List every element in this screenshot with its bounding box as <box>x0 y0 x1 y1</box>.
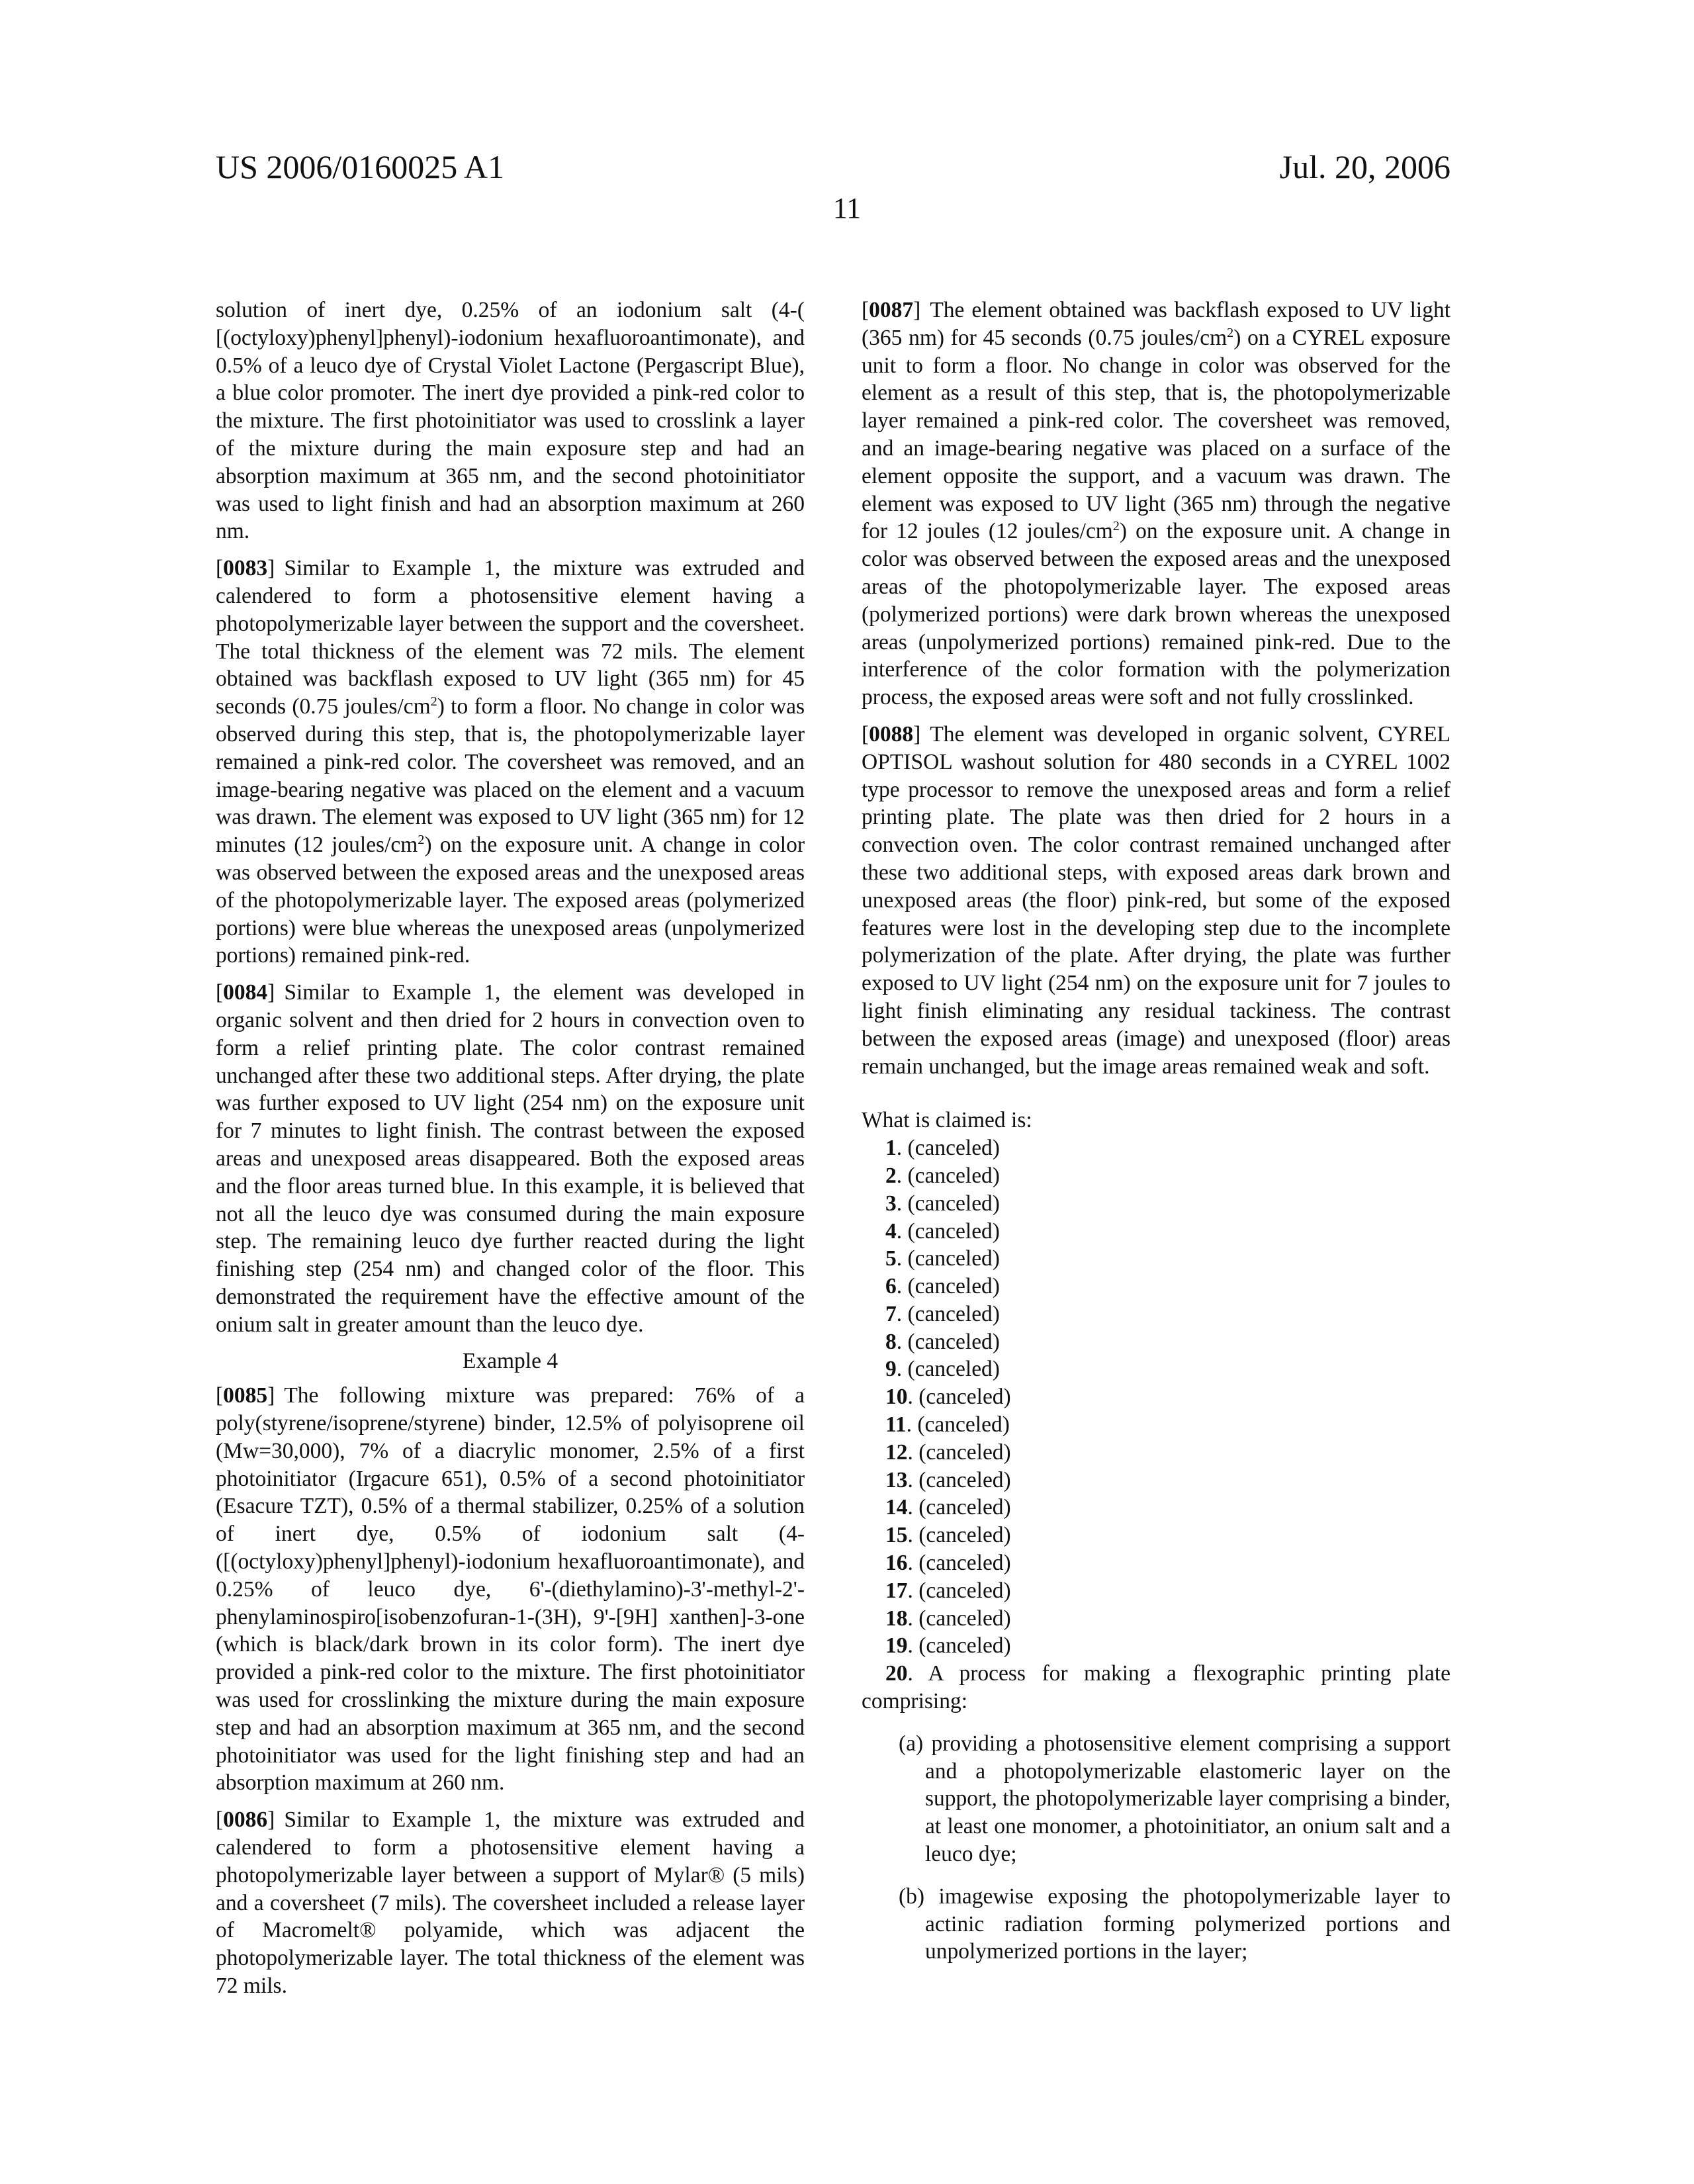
claim-item <box>862 1355 1450 1383</box>
claim-number: 9 <box>885 1357 897 1382</box>
claim-number: 3 <box>885 1191 897 1216</box>
paragraph-text: ) to form a floor. No change in color was observed during this step, that is, the photopolymerizable layer remained a pink-red color. The coversheet was removed, and an image-bearing negative was placed on the element and a vacuum was drawn. The element was exposed to UV light (365 nm) for 12 minutes (12 joules/cm <box>216 694 805 858</box>
claim-text: . (canceled) <box>907 1523 1011 1548</box>
claim-text: . (canceled) <box>896 1329 1000 1354</box>
claim-text: . (canceled) <box>896 1163 1000 1188</box>
claim-text: . (canceled) <box>907 1578 1011 1603</box>
paragraph-number: [ 0087 ] <box>862 298 930 322</box>
claim-text: . (canceled) <box>907 1439 1011 1465</box>
claim-number: 8 <box>885 1329 897 1354</box>
claim-item <box>862 1577 1450 1605</box>
claim-number: 18 <box>885 1606 908 1631</box>
paragraph-number: [ 0088 ] <box>862 722 930 747</box>
superscript: 2 <box>1227 325 1234 340</box>
paragraph-text: Similar to Example 1, the mixture was extruded and calendered to form a photosensitive element having a photopolymerizable layer between the support and the coversheet. The total thickness of the element was 72 mils. The element obtained was backflash exposed to UV light (365 nm) for 45 seconds (0.75 joules/cm <box>216 556 805 719</box>
claim-item <box>862 1245 1450 1273</box>
superscript: 2 <box>418 832 425 847</box>
claim-number: 19 <box>885 1633 908 1659</box>
claim-text: . (canceled) <box>896 1301 1000 1326</box>
right-column <box>862 296 1450 1980</box>
superscript: 2 <box>1112 519 1120 534</box>
claim-number: 6 <box>885 1274 897 1299</box>
claim-20 <box>862 1660 1450 1715</box>
paragraph-0087 <box>862 296 1450 711</box>
paragraph-number: [ 0085 ] <box>216 1383 284 1408</box>
claim-number: 17 <box>885 1578 908 1603</box>
superscript: 2 <box>430 694 437 709</box>
claim-number: 14 <box>885 1495 908 1520</box>
claims-list <box>862 1134 1450 1660</box>
continuation-paragraph: solution of inert dye, 0.25% of an iodonium salt (4-( [(octyloxy)phenyl]phenyl)-iodonium hexafluoroantimonate), and 0.5% of a leuco dye of Crystal Violet Lactone (Pergascript Blue), a blue color promoter. The inert dye provided a pink-red color to the mixture. The first photoinitiator was used to crosslink a layer of the mixture during the main exposure step and had an absorption maximum at 365 nm, and the second photoinitiator was used to light finish and had an absorption maximum at 260 nm. <box>216 298 805 544</box>
claim-number: 12 <box>885 1439 908 1465</box>
claim-number: 7 <box>885 1301 897 1326</box>
claim-item <box>862 1494 1450 1522</box>
example-heading: Example 4 <box>462 1349 558 1374</box>
claim-item <box>862 1411 1450 1439</box>
claim-text: . (canceled) <box>907 1551 1011 1576</box>
claim-item <box>862 1134 1450 1162</box>
claim-text: . (canceled) <box>907 1633 1011 1659</box>
claim-item <box>862 1439 1450 1467</box>
page-number: 11 <box>832 192 862 224</box>
claim-text: . (canceled) <box>906 1412 1010 1437</box>
claim-item <box>862 1467 1450 1494</box>
claim-item <box>862 1328 1450 1356</box>
claim-item <box>862 1549 1450 1577</box>
claim-step-b: (b) imagewise exposing the photopolymerizable layer to actinic radiation forming polymerized portions and unpolymerized portions in the layer; <box>899 1884 1450 1964</box>
claim-number: 13 <box>885 1467 908 1492</box>
claim-number: 15 <box>885 1523 908 1548</box>
claim-text: . (canceled) <box>907 1385 1011 1410</box>
claim-item <box>862 1632 1450 1660</box>
claim-text: . (canceled) <box>907 1495 1011 1520</box>
claim-step-a: (a) providing a photosensitive element comprising a support and a photopolymerizable elastomeric layer on the support, the photopolymerizable layer comprising a binder, at least one monomer, a photoinitiator, an onium salt and a leuco dye; <box>899 1731 1450 1867</box>
claim-text: . A process for making a flexographic printing plate comprising: <box>862 1661 1450 1714</box>
claim-text: . (canceled) <box>907 1606 1011 1631</box>
claim-item <box>862 1190 1450 1218</box>
paragraph-text: ) on the exposure unit. A change in color was observed between the exposed areas and the unexposed areas of the photopolymerizable layer. The exposed areas (polymerized portions) were blue whereas the unexposed areas (unpolymerized portions) remained pink-red. <box>216 833 805 968</box>
left-column <box>216 296 805 2009</box>
claim-text: . (canceled) <box>896 1191 1000 1216</box>
claim-text: . (canceled) <box>896 1357 1000 1382</box>
claim-text: . (canceled) <box>896 1274 1000 1299</box>
paragraph-text: ) on a CYREL exposure unit to form a floor. No change in color was observed for the element as a result of this step, that is, the photopolymerizable layer remained a pink-red color. The coversheet was removed, and an image-bearing negative was placed on a surface of the element opposite the support, and a vacuum was drawn. The element was exposed to UV light (365 nm) through the negative for 12 joules (12 joules/cm <box>862 325 1450 544</box>
paragraph-number: [ 0084 ] <box>216 980 284 1005</box>
publication-date: Jul. 20, 2006 <box>1279 148 1450 185</box>
claim-item <box>862 1300 1450 1328</box>
paragraph-text: The element was developed in organic solvent, CYREL OPTISOL washout solution for 480 seconds in a CYREL 1002 type processor to remove the unexposed areas and form a relief printing plate. The plate was then dried for 2 hours in a convection oven. The color contrast remained unchanged after these two additional steps, with exposed areas dark brown and unexposed areas (the floor) pink-red, but some of the exposed features were lost in the developing step due to the incomplete polymerization of the plate. After drying, the plate was further exposed to UV light (254 nm) on the exposure unit for 7 joules to light finish eliminating any residual tackiness. The contrast between the exposed areas (image) and unexposed (floor) areas remain unchanged, but the image areas remained weak and soft. <box>862 721 1450 1079</box>
claim-item <box>862 1522 1450 1549</box>
publication-number: US 2006/0160025 A1 <box>216 148 505 185</box>
claim-number: 11 <box>885 1412 907 1437</box>
claims-intro: What is claimed is: <box>862 1108 1032 1133</box>
claim-number: 10 <box>885 1385 908 1410</box>
paragraph-text: Similar to Example 1, the mixture was extruded and calendered to form a photosensitive element having a photopolymerizable layer between a support of Mylar® (5 mils) and a coversheet (7 mils). The coversheet included a release layer of Macromelt® polyamide, which was adjacent the photopolymerizable layer. The total thickness of the element was 72 mils. <box>216 1807 805 1999</box>
claim-text: . (canceled) <box>896 1246 1000 1271</box>
claim-number: 16 <box>885 1551 908 1576</box>
claim-item <box>862 1218 1450 1246</box>
paragraph-0086 <box>216 1806 805 2000</box>
claim-number: 20 <box>885 1661 908 1686</box>
paragraph-text: ) on the exposure unit. A change in color was observed between the exposed areas and the unexposed areas of the photopolymerizable layer. The exposed areas (polymerized portions) were dark brown whereas the unexposed areas (unpolymerized portions) remained pink-red. Due to the interference of the color formation with the polymerization process, the exposed areas were soft and not fully crosslinked. <box>862 519 1450 710</box>
paragraph-0084 <box>216 979 805 1338</box>
claim-text: . (canceled) <box>896 1218 1000 1244</box>
paragraph-0088 <box>862 721 1450 1080</box>
paragraph-number: [ 0086 ] <box>216 1807 284 1832</box>
paragraph-text: The following mixture was prepared: 76% of a poly(styrene/isoprene/styrene) binder, 12.5% of polyisoprene oil (Mw=30,000), 7% of a diacrylic monomer, 2.5% of a first photoinitiator (Irgacure 651), 0.5% of a second photoinitiator (Esacure TZT), 0.5% of a thermal stabilizer, 0.25% of a solution of inert dye, 0.5% of iodonium salt (4-([(octyloxy)phenyl]phenyl)-iodonium hexafluoroantimonate), and 0.25% of leuco dye, 6'-(diethylamino)-3'-methyl-2'-phenylaminospiro[isobenzofuran-1-(3H), 9'-[9H] xanthen]-3-one (which is black/dark brown in its color form). The inert dye provided a pink-red color to the mixture. The first photoinitiator was used for crosslinking the mixture during the main exposure step and had an absorption maximum at 365 nm, and the second photoinitiator was used for the light finishing step and had an absorption maximum at 260 nm. <box>216 1383 805 1796</box>
claim-number: 2 <box>885 1163 897 1188</box>
claim-item <box>862 1273 1450 1300</box>
paragraph-number: [ 0083 ] <box>216 556 284 580</box>
claim-text: . (canceled) <box>896 1136 1000 1161</box>
paragraph-0083 <box>216 555 805 970</box>
paragraph-0085 <box>216 1382 805 1797</box>
claim-item <box>862 1383 1450 1411</box>
claim-number: 4 <box>885 1218 897 1244</box>
claim-number: 1 <box>885 1136 897 1161</box>
paragraph-text: Similar to Example 1, the element was developed in organic solvent and then dried for 2 hours in convection oven to form a relief printing plate. The color contrast remained unchanged after these two additional steps. After drying, the plate was further exposed to UV light (254 nm) on the exposure unit for 7 minutes to light finish. The contrast between the exposed areas and unexposed areas disappeared. Both the exposed areas and the floor areas turned blue. In this example, it is believed that not all the leuco dye was consumed during the main exposure step. The remaining leuco dye further reacted during the light finishing step (254 nm) and changed color of the floor. This demonstrated the requirement have the effective amount of the onium salt in greater amount than the leuco dye. <box>216 980 805 1337</box>
paragraph-text: The element obtained was backflash exposed to UV light (365 nm) for 45 seconds (0.75 joules/cm <box>862 298 1450 350</box>
claim-item <box>862 1162 1450 1190</box>
claim-item <box>862 1605 1450 1633</box>
claim-number: 5 <box>885 1246 897 1271</box>
claim-text: . (canceled) <box>907 1467 1011 1492</box>
